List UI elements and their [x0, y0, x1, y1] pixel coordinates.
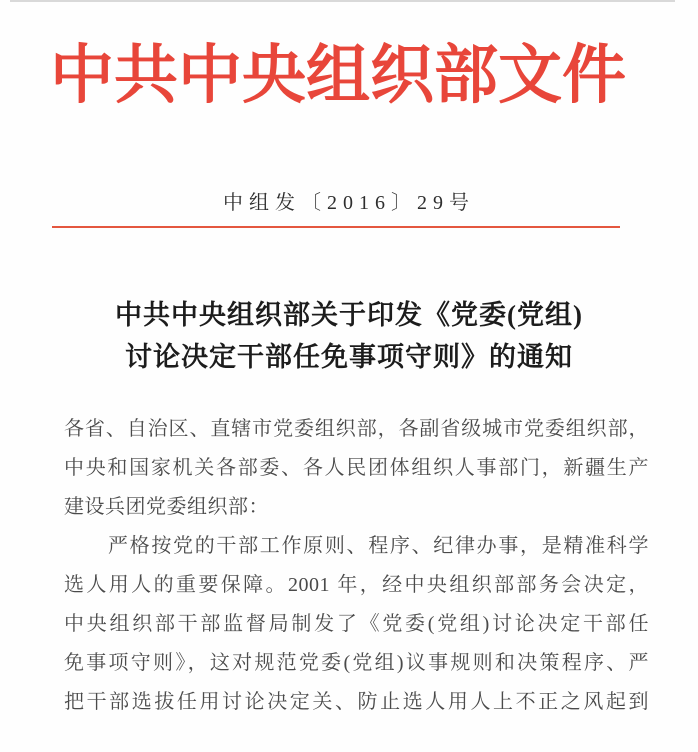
body-line-paragraph-2: 选人用人的重要保障。2001 年，经中央组织部部务会决定，	[64, 574, 649, 596]
document-body	[64, 410, 649, 722]
body-line-paragraph-5: 把干部选拔任用讨论决定关、防止选人用人上不正之风起到	[64, 691, 649, 713]
body-line-addressees-2: 中央和国家机关各部委、各人民团体组织人事部门，新疆生产	[64, 457, 649, 479]
doc-number: 中组发〔2016〕29号	[223, 192, 475, 214]
scan-edge-artifact	[10, 0, 675, 2]
document-title-line-1: 中共中央组织部关于印发《党委(党组)	[115, 300, 583, 330]
body-line-addressees-3: 建设兵团党委组织部：	[64, 496, 269, 518]
red-divider-rule	[52, 226, 620, 228]
document-header-title: 中共中央组织部文件	[50, 40, 626, 111]
body-line-addressees-1: 各省、自治区、直辖市党委组织部，各副省级城市党委组织部，	[64, 418, 649, 440]
document-title	[0, 294, 698, 378]
body-line-paragraph-3: 中央组织部干部监督局制发了《党委(党组)讨论决定干部任	[64, 613, 649, 635]
body-line-paragraph-1: 严格按党的干部工作原则、程序、纪律办事，是精准科学	[108, 535, 649, 557]
body-line-paragraph-4: 免事项守则》，这对规范党委(党组)议事规则和决策程序、严	[64, 652, 649, 674]
document-title-line-2: 讨论决定干部任免事项守则》的通知	[125, 342, 573, 372]
